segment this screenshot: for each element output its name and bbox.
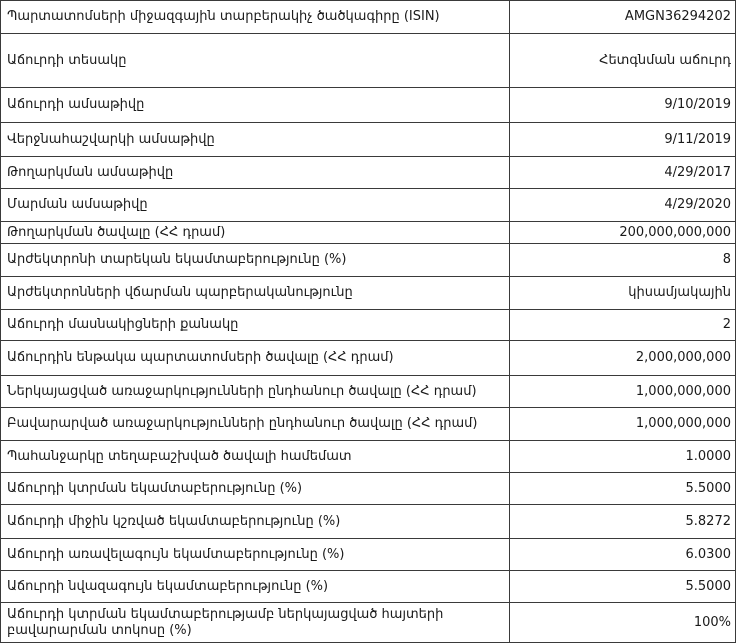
row-value: 8 bbox=[510, 244, 736, 277]
row-label: Աճուրդի կտրման եկամտաբերությունը (%) bbox=[1, 473, 510, 505]
row-label: Արժեկտրոնների վճարման պարբերականությունը bbox=[1, 277, 510, 310]
row-label: Ներկայացված առաջարկությունների ընդհանուր ծավալը (ՀՀ դրամ) bbox=[1, 376, 510, 408]
table-row bbox=[1, 310, 736, 341]
row-value: 200,000,000,000 bbox=[510, 222, 736, 244]
row-value: 5.5000 bbox=[510, 571, 736, 603]
row-label: Պարտատոմսերի միջազգային տարբերակիչ ծածկագիրը (ISIN) bbox=[1, 1, 510, 34]
table-row bbox=[1, 189, 736, 222]
row-value: 5.5000 bbox=[510, 473, 736, 505]
table-row bbox=[1, 571, 736, 603]
row-value: 4/29/2017 bbox=[510, 157, 736, 189]
table-row bbox=[1, 473, 736, 505]
row-label: Մարման ամսաթիվը bbox=[1, 189, 510, 222]
table-row bbox=[1, 408, 736, 441]
row-value: 100% bbox=[510, 603, 736, 643]
table-row bbox=[1, 539, 736, 571]
row-value: AMGN36294202 bbox=[510, 1, 736, 34]
table-row bbox=[1, 157, 736, 189]
table-row bbox=[1, 123, 736, 157]
row-value: 1,000,000,000 bbox=[510, 408, 736, 441]
table-row bbox=[1, 244, 736, 277]
row-value: 2 bbox=[510, 310, 736, 341]
row-value: 9/11/2019 bbox=[510, 123, 736, 157]
row-label: Աճուրդի կտրման եկամտաբերությամբ ներկայացված հայտերի բավարարման տոկոսը (%) bbox=[1, 603, 510, 643]
row-label: Աճուրդի առավելագույն եկամտաբերությունը (%) bbox=[1, 539, 510, 571]
row-label: Աճուրդի ամսաթիվը bbox=[1, 88, 510, 123]
table-row bbox=[1, 88, 736, 123]
row-value: կիսամյակային bbox=[510, 277, 736, 310]
row-value: 1.0000 bbox=[510, 441, 736, 473]
row-value: 1,000,000,000 bbox=[510, 376, 736, 408]
table-row bbox=[1, 222, 736, 244]
row-value: 4/29/2020 bbox=[510, 189, 736, 222]
row-value: 6.0300 bbox=[510, 539, 736, 571]
row-label: Բավարարված առաջարկությունների ընդհանուր ծավալը (ՀՀ դրամ) bbox=[1, 408, 510, 441]
table-row bbox=[1, 376, 736, 408]
row-label: Թողարկման ամսաթիվը bbox=[1, 157, 510, 189]
row-value: Հետգնման աճուրդ bbox=[510, 34, 736, 88]
row-label: Արժեկտրոնի տարեկան եկամտաբերությունը (%) bbox=[1, 244, 510, 277]
row-label: Աճուրդի միջին կշռված եկամտաբերությունը (%) bbox=[1, 505, 510, 539]
row-label: Վերջնահաշվարկի ամսաթիվը bbox=[1, 123, 510, 157]
table-row bbox=[1, 341, 736, 376]
row-value: 2,000,000,000 bbox=[510, 341, 736, 376]
table-row bbox=[1, 1, 736, 34]
table-row bbox=[1, 441, 736, 473]
row-label: Պահանջարկը տեղաբաշխված ծավալի համեմատ bbox=[1, 441, 510, 473]
row-label: Աճուրդին ենթակա պարտատոմսերի ծավալը (ՀՀ դրամ) bbox=[1, 341, 510, 376]
table-row bbox=[1, 603, 736, 643]
row-value: 9/10/2019 bbox=[510, 88, 736, 123]
row-value: 5.8272 bbox=[510, 505, 736, 539]
table-row bbox=[1, 505, 736, 539]
row-label: Աճուրդի մասնակիցների քանակը bbox=[1, 310, 510, 341]
row-label: Աճուրդի տեսակը bbox=[1, 34, 510, 88]
table-row bbox=[1, 277, 736, 310]
row-label: Աճուրդի նվազագույն եկամտաբերությունը (%) bbox=[1, 571, 510, 603]
row-label: Թողարկման ծավալը (ՀՀ դրամ) bbox=[1, 222, 510, 244]
table-row bbox=[1, 34, 736, 88]
